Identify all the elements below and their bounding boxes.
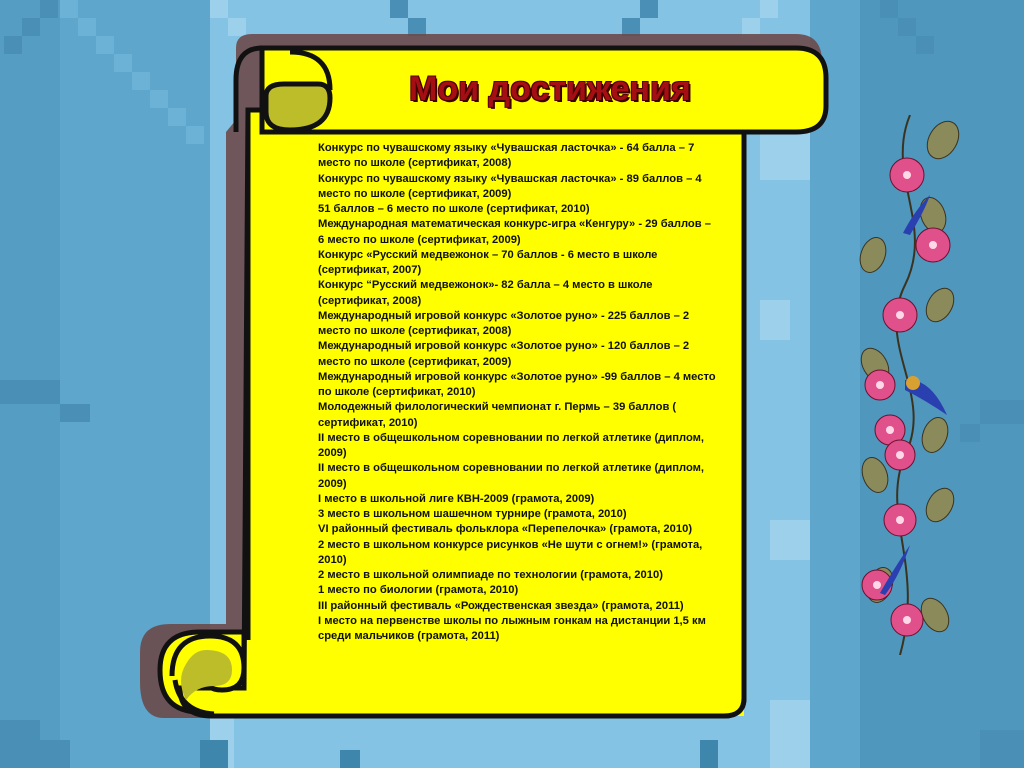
achievement-item: 3 место в школьном шашечном турнире (грамота, 2010) xyxy=(318,508,627,520)
achievement-item: Международный игровой конкурс «Золотое руно» - 225 баллов – 2 место по школе (сертификат, 2008) xyxy=(318,309,690,337)
achievement-item: II место в общешкольном соревновании по легкой атлетике (диплом, 2009) xyxy=(318,462,705,490)
achievement-item: Конкурс по чувашскому языку «Чувашская ласточка» - 89 баллов – 4 место по школе (сертификат, 2009) xyxy=(318,172,702,200)
slide-title: Мои достижения xyxy=(409,70,691,108)
flower-vine-icon xyxy=(855,115,965,655)
achievement-item: 2 место в школьной олимпиаде по технологии (грамота, 2010) xyxy=(318,569,663,581)
achievement-item: III районный фестиваль «Рождественская звезда» (грамота, 2011) xyxy=(318,599,684,612)
achievement-item: VI районный фестиваль фольклора «Перепелочка» (грамота, 2010) xyxy=(318,523,693,536)
achievement-item: Конкурс по чувашскому языку «Чувашская ласточка» - 64 балла – 7 место по школе (сертификат, 2008) xyxy=(318,142,695,170)
achievement-item: I место в школьной лиге КВН-2009 (грамота, 2009) xyxy=(318,492,595,505)
achievement-item: I место на первенстве школы по лыжным гонкам на дистанции 1,5 км среди мальчиков (грамота, 2011) xyxy=(318,614,706,642)
achievement-item: Конкурс «Русский медвежонок – 70 баллов - 6 место в школе (сертификат, 2007) xyxy=(318,248,658,276)
achievement-item: 1 место по биологии (грамота, 2010) xyxy=(318,584,519,597)
achievement-item: Международный игровой конкурс «Золотое руно» -99 баллов – 4 место по школе (сертификат, 2010) xyxy=(318,370,716,398)
achievements-list xyxy=(318,141,716,644)
achievement-item: II место в общешкольном соревновании по легкой атлетике (диплом, 2009) xyxy=(318,431,705,459)
achievement-item: 2 место в школьном конкурсе рисунков «Не шути с огнем!» (грамота, 2010) xyxy=(318,538,703,566)
achievement-item: Молодежный филологический чемпионат г. Пермь – 39 баллов ( сертификат, 2010) xyxy=(318,401,677,429)
achievement-item: 51 баллов – 6 место по школе (сертификат, 2010) xyxy=(318,203,590,215)
achievement-item: Конкурс “Русский медвежонок»- 82 балла – 4 место в школе (сертификат, 2008) xyxy=(318,279,653,307)
achievement-item: Международный игровой конкурс «Золотое руно» - 120 баллов – 2 место по школе (сертификат, 2009) xyxy=(318,340,690,368)
achievement-item: Международная математическая конкурс-игра «Кенгуру» - 29 баллов – 6 место по школе (сертификат, 2009) xyxy=(318,218,711,246)
